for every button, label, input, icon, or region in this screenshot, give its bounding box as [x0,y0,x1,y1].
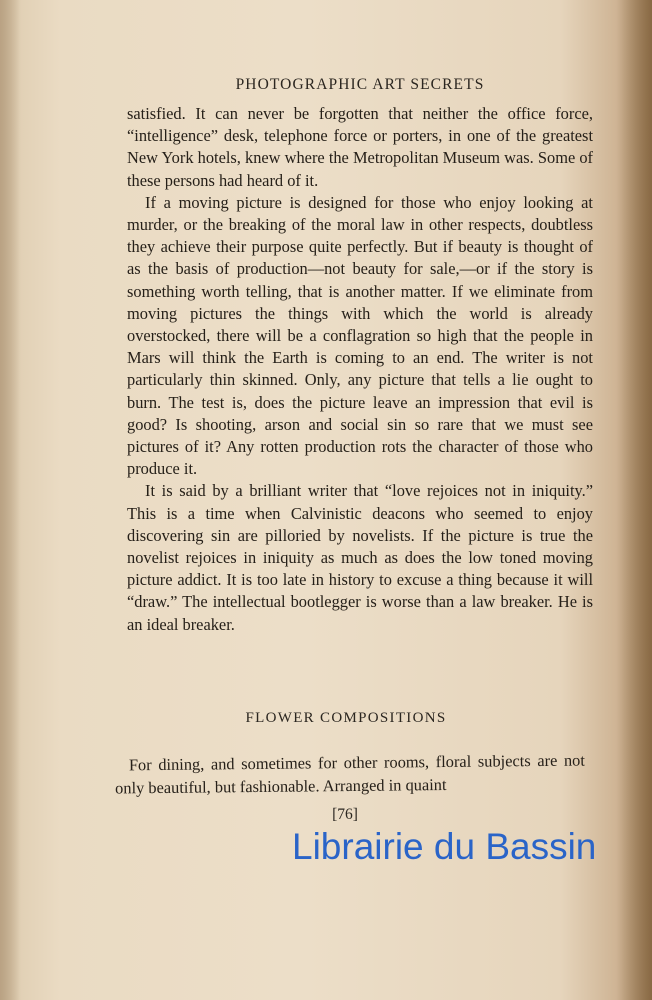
body-text [127,103,593,636]
paragraph-continued: satisfied. It can never be forgotten that neither the office force, “intelligence” desk, telephone force or porters, in one of the greatest New York hotels, knew where the Metropolitan Museum was. Some of these persons had heard of it. [127,104,593,190]
running-head: PHOTOGRAPHIC ART SECRETS [235,76,485,93]
paragraph-moving-picture: If a moving picture is designed for those who enjoy looking at murder, or the breaking of the moral law in other respects, doubtless they achieve their purpose quite perfectly. But if beauty is thought of as the basis of production—not beauty for sale,—or if the story is something worth telling, that is another matter. If we eliminate from moving pictures the things with which the world is already overstocked, there will be a conflagration so high that the people in Mars will think the Earth is coming to an end. The writer is not particularly thin skinned. Only, any picture that tells a lie ought to burn. The test is, does the picture leave an impression that evil is good? Is shooting, arson and social sin so rare that we must see pictures of it? Any rotten production rots the character of those who produce it. [127,192,593,479]
paragraph-flower-compositions: For dining, and sometimes for other rooms, floral subjects are not only beautiful, but fashionable. Arranged in quaint [115,750,585,797]
section-heading: FLOWER COMPOSITIONS [245,710,447,726]
page-number: [76] [332,806,358,823]
section-body [115,750,585,800]
watermark: Librairie du Bassin [292,826,597,867]
binding-shadow [0,0,20,1000]
paragraph-love-rejoices: It is said by a brilliant writer that “love rejoices not in iniquity.” This is a time when Calvinistic deacons who seemed to enjoy discovering sin are pilloried by novelists. If the picture is true the novelist rejoices in iniquity as much as does the low toned moving picture addict. It is too late in history to excuse a thing because it will “draw.” The intellectual bootlegger is worse than a law breaker. He is an ideal breaker. [127,481,593,634]
